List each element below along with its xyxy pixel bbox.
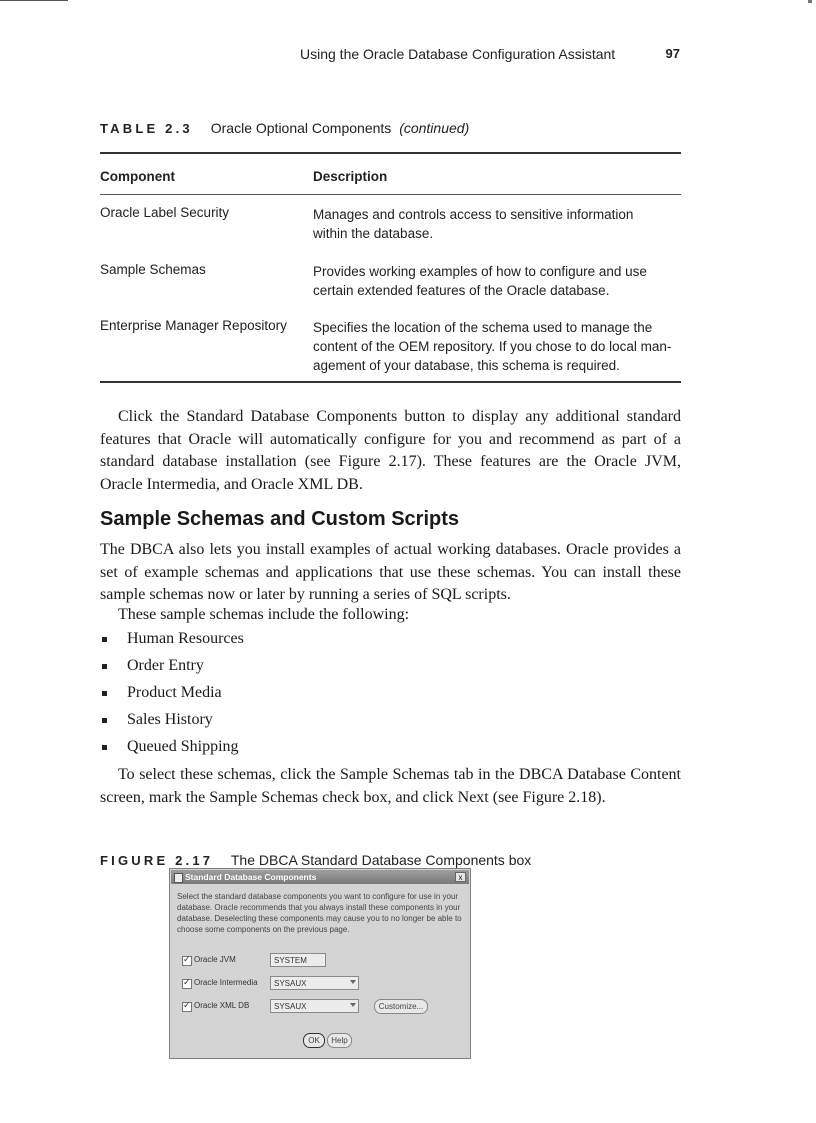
bullet-list (100, 628, 244, 763)
paragraph: These sample schemas include the following: (118, 606, 410, 623)
window-icon (174, 873, 183, 883)
bullet-icon (102, 664, 107, 669)
tablespace-dropdown[interactable] (270, 976, 359, 990)
tablespace-field[interactable] (270, 953, 326, 967)
table-continued: (continued) (399, 120, 470, 136)
table-caption (100, 120, 469, 136)
dialog-titlebar[interactable] (171, 870, 469, 884)
bullet-icon (102, 745, 107, 750)
row-component: Oracle Label Security (100, 205, 230, 220)
description-line: agement of your database, this schema is required. (313, 358, 620, 373)
table-header-rule (100, 194, 681, 195)
chevron-down-icon (350, 980, 356, 984)
standard-components-dialog (169, 868, 471, 1059)
component-row-jvm (182, 953, 462, 969)
component-label: Oracle Intermedia (194, 978, 258, 987)
tablespace-value: SYSTEM (274, 956, 307, 965)
description-line: Provides working examples of how to configure and use (313, 264, 647, 279)
bullet-icon (102, 718, 107, 723)
list-item (100, 709, 244, 736)
ok-button[interactable]: OK (303, 1033, 325, 1048)
bullet-icon (102, 691, 107, 696)
tablespace-dropdown[interactable] (270, 999, 359, 1013)
header-description: Description (313, 169, 388, 184)
list-item (100, 682, 244, 709)
list-item-text: Order Entry (127, 657, 204, 674)
figure-title: The DBCA Standard Database Components box (230, 852, 532, 868)
dialog-title: Standard Database Components (185, 872, 317, 882)
description-line: content of the OEM repository. If you chose to do local man- (313, 339, 672, 354)
tablespace-value: SYSAUX (274, 1002, 307, 1011)
list-item-text: Queued Shipping (127, 738, 239, 755)
section-heading: Sample Schemas and Custom Scripts (100, 508, 460, 530)
customize-button[interactable]: Customize... (374, 999, 428, 1014)
list-item (100, 655, 244, 682)
paragraph: To select these schemas, click the Sample Schemas tab in the DBCA Database Content screen, mark the Sample Schemas check box, and click Next (see Figure 2.18). (100, 766, 681, 806)
table-title: Oracle Optional Components (210, 120, 392, 136)
chevron-down-icon (350, 1003, 356, 1007)
row-component: Enterprise Manager Repository (100, 318, 287, 333)
bullet-icon (102, 637, 107, 642)
dialog-message: Select the standard database components you want to configure for use in your database. Oracle recommends that you always install these components in your database. Deselecting these components may cause you to no longer be able to choose some components on the previous page. (177, 892, 462, 934)
component-label: Oracle JVM (194, 955, 236, 964)
oracle-xml-db-checkbox[interactable] (182, 1002, 192, 1012)
corner-rule (0, 0, 68, 1)
description-line: Manages and controls access to sensitive information (313, 207, 634, 222)
page-number: 97 (665, 46, 680, 61)
figure-label: FIGURE 2.17 (100, 853, 214, 868)
tablespace-value: SYSAUX (274, 979, 307, 988)
running-head-title: Using the Oracle Database Configuration Assistant (300, 46, 616, 62)
header-component: Component (100, 169, 175, 184)
row-component: Sample Schemas (100, 262, 206, 277)
table-label: TABLE 2.3 (100, 121, 193, 136)
oracle-jvm-checkbox[interactable] (182, 956, 192, 966)
description-line: Specifies the location of the schema used to manage the (313, 320, 653, 335)
component-label: Oracle XML DB (194, 1001, 250, 1010)
paragraph: Click the Standard Database Components button to display any additional standard features that Oracle will automatically configure for you and recommend as part of a standard database installation (see Figure 2.17). These features are the Oracle JVM, Oracle Intermedia, and Oracle XML DB. (100, 408, 681, 493)
list-item-text: Product Media (127, 684, 222, 701)
running-head (300, 46, 680, 62)
list-item (100, 628, 244, 655)
table-bottom-rule (100, 381, 681, 383)
help-button[interactable]: Help (327, 1033, 352, 1048)
list-item-text: Sales History (127, 711, 213, 728)
row-description (313, 318, 673, 375)
row-description (313, 262, 673, 300)
paragraph: The DBCA also lets you install examples of actual working databases. Oracle provides a set of example schemas and applications that use these schemas. You can install these sample schemas now or later by running a series of SQL scripts. (100, 541, 681, 604)
row-description (313, 205, 673, 243)
list-item (100, 736, 244, 763)
description-line: certain extended features of the Oracle database. (313, 283, 610, 298)
figure-caption (100, 852, 531, 868)
table-top-rule (100, 152, 681, 154)
corner-mark (808, 0, 812, 3)
oracle-intermedia-checkbox[interactable] (182, 979, 192, 989)
description-line: within the database. (313, 226, 434, 241)
close-button[interactable]: x (455, 872, 466, 882)
list-item-text: Human Resources (127, 630, 244, 647)
component-row-intermedia (182, 976, 462, 992)
